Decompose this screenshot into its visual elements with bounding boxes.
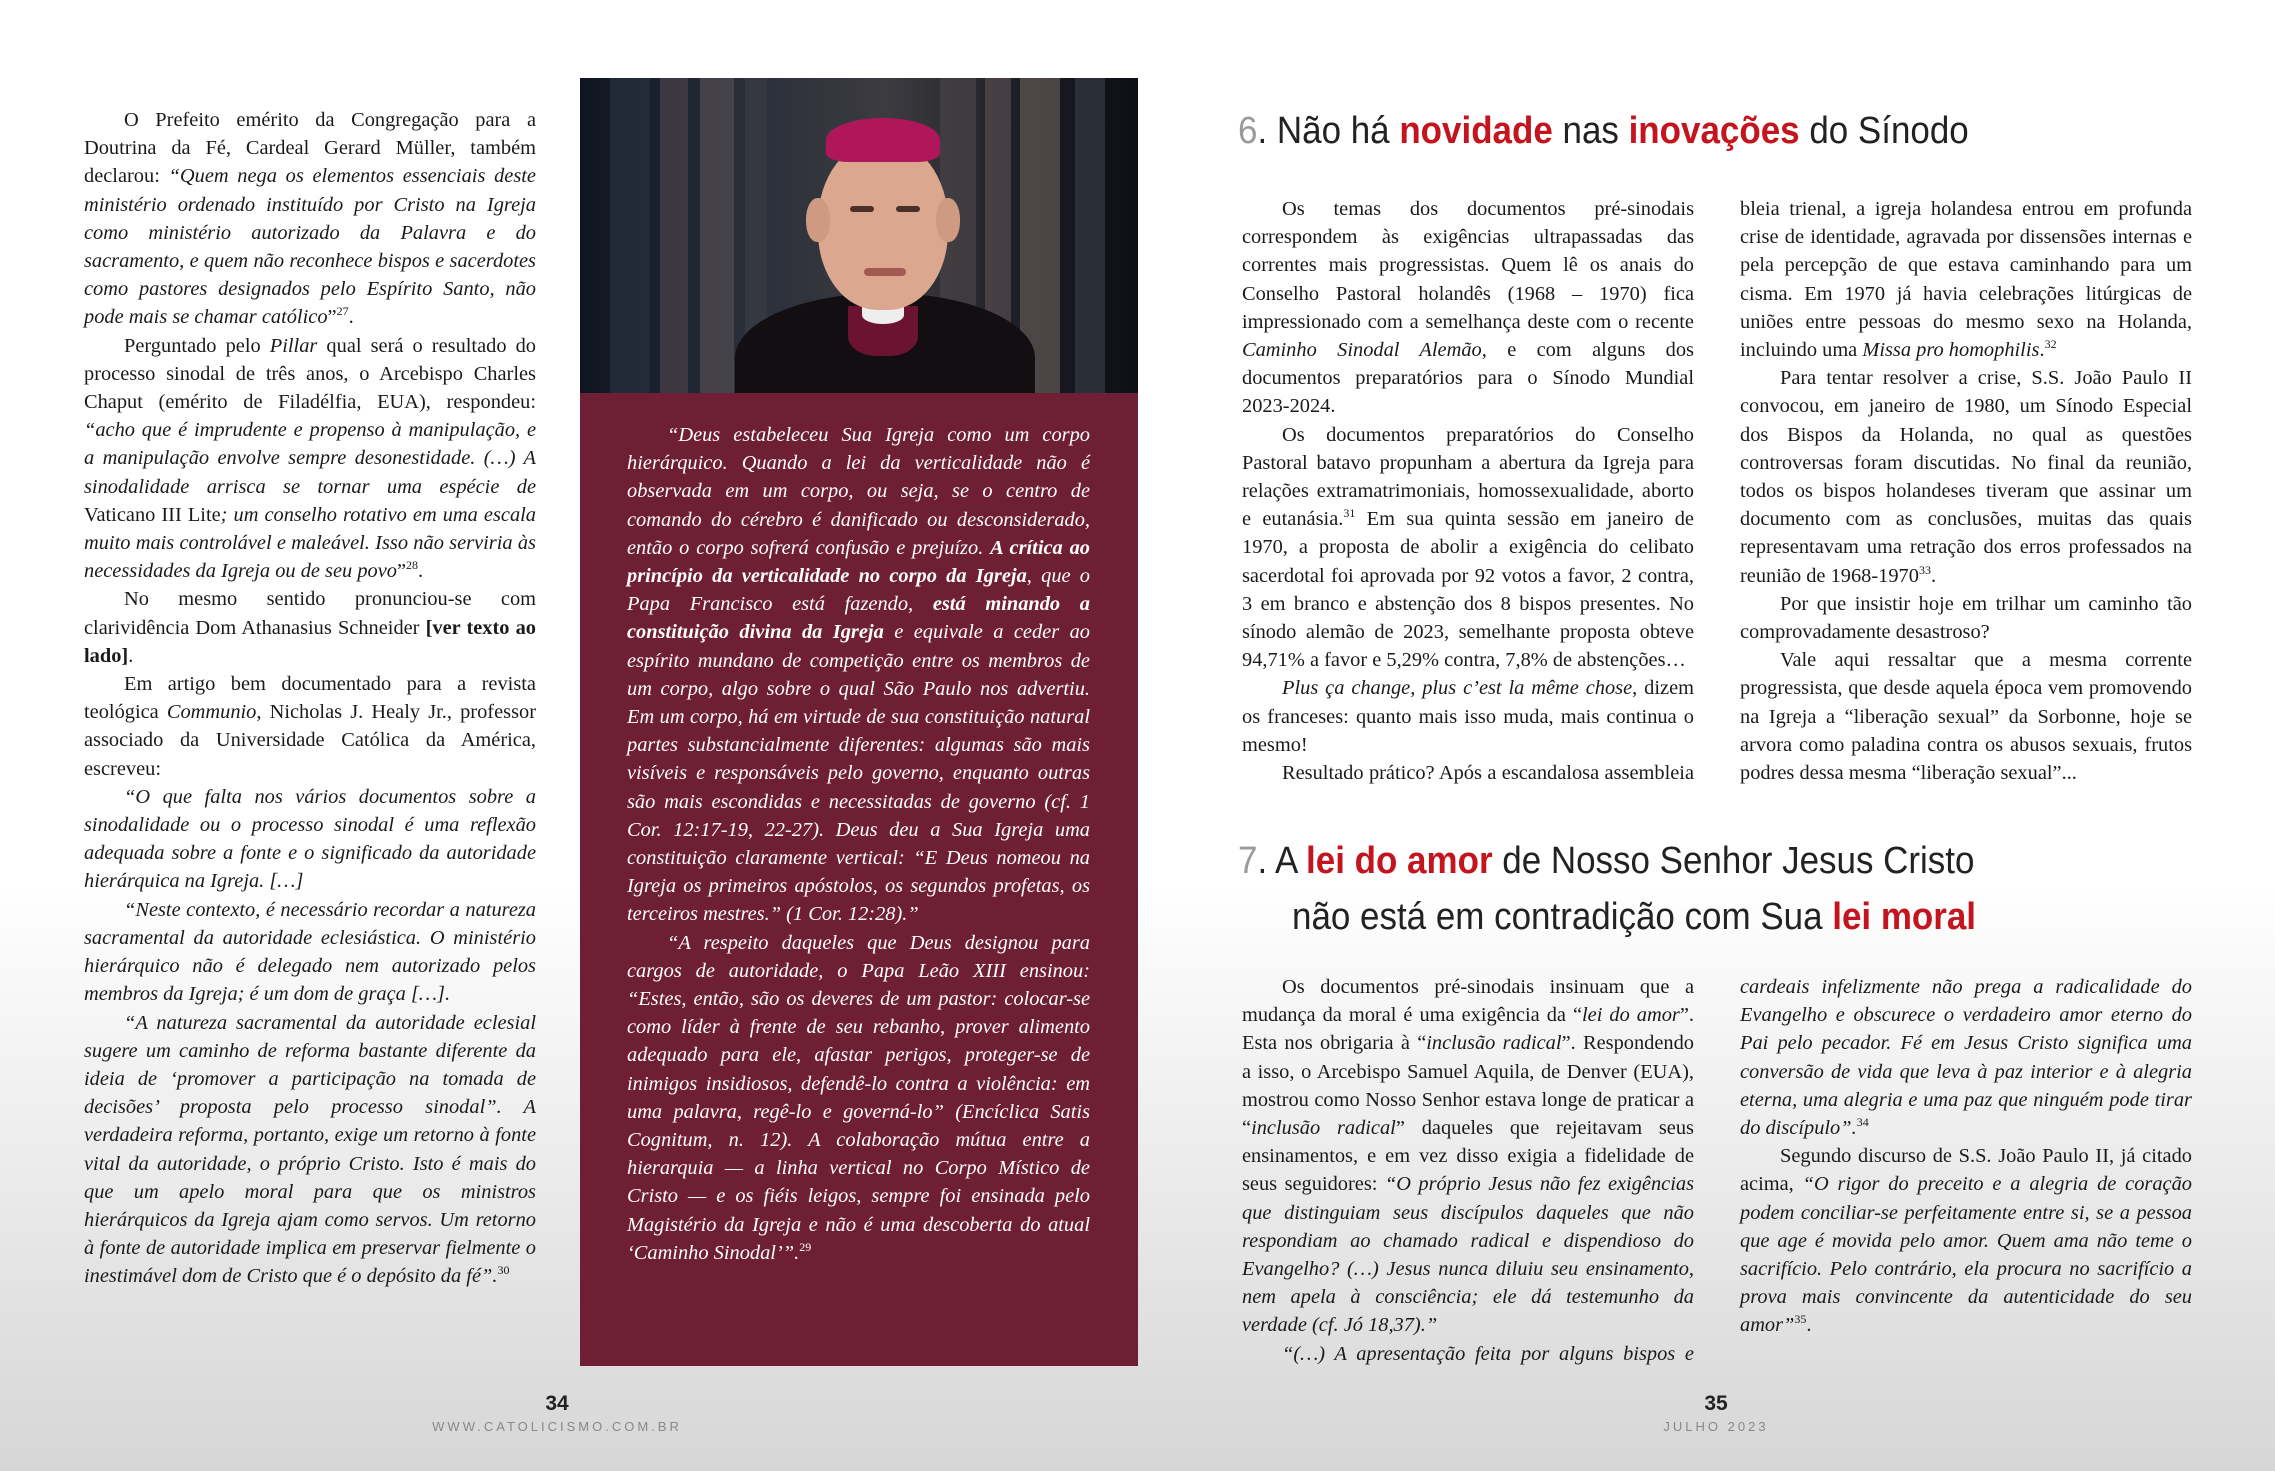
paragraph: Perguntado pelo Pillar qual será o resultado do processo sinodal de três anos, o Arcebispo Charles Chaput (emérito de Filadélfia, EUA), respondeu: “acho que é imprudente e propenso à manipulação, e a manipulação envolve sempre desonestidade. (…) A sinodalidade arrisca se tornar uma espécie de Vaticano III Lite; um conselho rotativo em uma escala muito mais controlável e maleável. Isso não serviria às necessidades da Igreja ou de seu povo”$^{28}$. (84, 334, 536, 583)
paragraph: Os documentos preparatórios do Conselho Pastoral batavo propunham a abertura da Igreja para relações extramatrimoniais, homossexualidade, aborto e eutanásia.$^{31}$ Em sua quinta sessão em janeiro de 1970, a proposta de abolir a exigência do celibato sacerdotal foi aprovada por 92 votos a favor, 2 contra, 3 em branco e abstenção dos 8 bispos presentes. No sínodo alemão de 2023, semelhante proposta obteve 94,71% a favor e 5,29% contra, 7,8% de abstenções… (1242, 423, 1694, 672)
section-7-heading-line-2: não está em contradição com Sua lei moral (1292, 896, 1977, 938)
paragraph: O Prefeito emérito da Congregação para a Doutrina da Fé, Cardeal Gerard Müller, também declarou: “Quem nega os elementos essenciais deste ministério ordenado instituído por Cristo na Igreja como ministério autorizado da Palavra e do sacramento, e quem não reconhece bispos e sacerdotes como pastores designados pelo Espírito Santo, não pode mais se chamar católico”$^{27}$. (84, 109, 536, 329)
paragraph: No mesmo sentido pronunciou-se com clarividência Dom Athanasius Schneider [ver texto ao lado]. (84, 588, 536, 667)
paragraph-continued: bleia trienal, a igreja holandesa entrou em profunda crise de identidade, agravada por dissensões internas e pela percepção de que estava caminhando para um cisma. Em 1970 já havia celebrações litúrgicas de uniões entre pessoas do mesmo sexo na Holanda, incluindo uma Missa pro homophilis.$^{32}$ (1740, 198, 2192, 362)
footer-website: WWW.CATOLICISMO.COM.BR (432, 1419, 682, 1434)
paragraph: Plus ça change, plus c’est la même chose, dizem os franceses: quanto mais isso muda, mais continua o mesmo! (1242, 677, 1694, 756)
quote-paragraph: “A natureza sacramental da autoridade eclesial sugere um caminho de reforma bastante diferente da ideia de ‘promover a participação na tomada de decisões’ proposta pelo processo sinodal”. A verdadeira reforma, portanto, exige um retorno à fonte vital da autoridade, o próprio Cristo. Isto é mais do que um apelo moral para que os ministros hierárquicos da Igreja ajam como servos. Um retorno à fonte de autoridade implica em preservar fielmente o inestimável dom de Cristo que é o depósito da fé”.$^{30}$ (84, 1011, 536, 1288)
quote-paragraph: “(…) A apresentação feita por alguns bispos e (1282, 1342, 1694, 1365)
paragraph: Segundo discurso de S.S. João Paulo II, já citado acima, “O rigor do preceito e a alegria de coração podem conciliar-se perfeitamente entre si, se a pessoa que age é movida pelo amor. Quem ama não teme o sacrifício. Pelo contrário, ela procura no sacrifício a prova mais convincente da autenticidade do seu amor”$^{35}$. (1740, 1145, 2192, 1337)
paragraph: Os documentos pré-sinodais insinuam que a mudança da moral é uma exigência da “lei do amor”. Esta nos obrigaria à “inclusão radical”. Respondendo a isso, o Arcebispo Samuel Aquila, de Denver (EUA), mostrou como Nosso Senhor estava longe de praticar a “inclusão radical” daqueles que rejeitavam seus ensinamentos, e em vez disso exigia a fidelidade de seus seguidores: “O próprio Jesus não fez exigências que distinguiam seus discípulos daqueles que não respondiam ao chamado radical e dispendioso do Evangelho? (…) Jesus nunca diluiu seu ensinamento, nem apela à consciência; ele dá testemunho da verdade (cf. Jó 18,37).” (1242, 976, 1695, 1337)
section-6-column-2 (1740, 195, 2192, 787)
sidebar-paragraph: “Deus estabeleceu Sua Igreja como um corpo hierárquico. Quando a lei da verticalidade não é observada em um corpo, ou seja, se o centro de comando do cérebro é danificado ou desconsiderado, então o corpo sofrerá confusão e prejuízo. A crítica ao princípio da verticalidade no corpo da Igreja, que o Papa Francisco está fazendo, está minando a constituição divina da Igreja e equivale a ceder ao espírito mundano de competição entre os membros de um corpo, algo sobre o qual São Paulo nos advertiu. Em um corpo, há em virtude de sua constituição natural partes substancialmente diferentes: algumas são mais visíveis e responsáveis pelo governo, enquanto outras são mais escondidas e necessitadas de governo (cf. 1 Cor. 12:17-19, 22-27). Deus deu a Sua Igreja uma constituição claramente vertical: “E Deus nomeou na Igreja os primeiros apóstolos, os segundos profetas, os terceiros mestres.” (1 Cor. 12:28).” (627, 424, 1091, 926)
quote-paragraph: “O que falta nos vários documentos sobre a sinodalidade ou o processo sinodal é uma reflexão adequada sobre a fonte e o significado da autoridade hierárquica na Igreja. […] (84, 785, 536, 893)
bishop-photo (580, 78, 1138, 393)
quote-paragraph: “Neste contexto, é necessário recordar a natureza sacramental da autoridade eclesiástica. O ministério hierárquico não é delegado nem autorizado pelos membros da Igreja; é um dom de graça […]. (84, 898, 536, 1006)
page-number-left: 34 (545, 1392, 569, 1415)
section-7-column-1 (1242, 973, 1694, 1368)
sidebar-quote-text (627, 421, 1090, 1267)
left-column (84, 106, 536, 1291)
sidebar-paragraph: “A respeito daqueles que Deus designou para cargos de autoridade, o Papa Leão XIII ensinou: “Estes, então, são os deveres de um pastor: colocar-se como líder à frente de seu rebanho, prover alimento adequado para ele, afastar perigos, proteger-se de inimigos insidiosos, defendê-lo contra a violência: em uma palavra, regê-lo e governá-lo” (Encíclica Satis Cognitum, n. 12). A colaboração mútua entre a hierarquia — a linha vertical no Corpo Místico de Cristo — e os fiéis leigos, sempre foi ensinada pelo Magistério da Igreja e não é uma descoberta do atual ‘Caminho Sinodal’”.$^{29}$ (627, 931, 1090, 1264)
section-7-heading-line-1: 7. A lei do amor de Nosso Senhor Jesus Cristo (1238, 840, 1975, 882)
paragraph: Resultado prático? Após a escandalosa assembleia (1282, 762, 1694, 785)
section-6-column-1 (1242, 195, 1694, 787)
quote-continued: cardeais infelizmente não prega a radicalidade do Evangelho e obscurece o verdadeiro amor eterno do Pai pelo pecador. Fé em Jesus Cristo significa uma conversão de vida que leva à paz interior e à alegria eterna, uma alegria e uma paz que ninguém pode tirar do discípulo”.$^{34}$ (1740, 976, 2192, 1140)
section-6-heading: 6. Não há novidade nas inovações do Sínodo (1238, 110, 1969, 152)
paragraph: Em artigo bem documentado para a revista teológica Communio, Nicholas J. Healy Jr., professor associado da Universidade Católica da América, escreveu: (84, 673, 536, 780)
quote-sidebar (580, 78, 1138, 1366)
page-number-right: 35 (1704, 1392, 1728, 1415)
paragraph: Para tentar resolver a crise, S.S. João Paulo II convocou, em janeiro de 1980, um Sínodo Especial dos Bispos da Holanda, no qual as questões controversas foram discutidas. No final da reunião, todos os bispos holandeses tiveram que assinar um documento com as conclusões, muitas das quais representavam uma retração dos erros professados na reunião de 1968-1970$^{33}$. (1740, 367, 2192, 587)
paragraph: Os temas dos documentos pré-sinodais correspondem às exigências ultrapassadas das correntes mais progressistas. Quem lê os anais do Conselho Pastoral holandês (1968 – 1970) fica impressionado com a semelhança deste com o recente Caminho Sinodal Alemão, e com alguns dos documentos preparatórios para o Sínodo Mundial 2023-2024. (1242, 198, 1694, 418)
paragraph: Vale aqui ressaltar que a mesma corrente progressista, que desde aquela época vem promovendo na Igreja a “liberação sexual” da Sorbonne, hoje se arvora como paladina contra os abusos sexuais, frutos podres dessa mesma “liberação sexual”... (1740, 649, 2192, 785)
footer-issue-date: JULHO 2023 (1663, 1419, 1769, 1434)
section-7-column-2 (1740, 973, 2192, 1340)
paragraph: Por que insistir hoje em trilhar um caminho tão comprovadamente desastroso? (1740, 592, 2192, 644)
